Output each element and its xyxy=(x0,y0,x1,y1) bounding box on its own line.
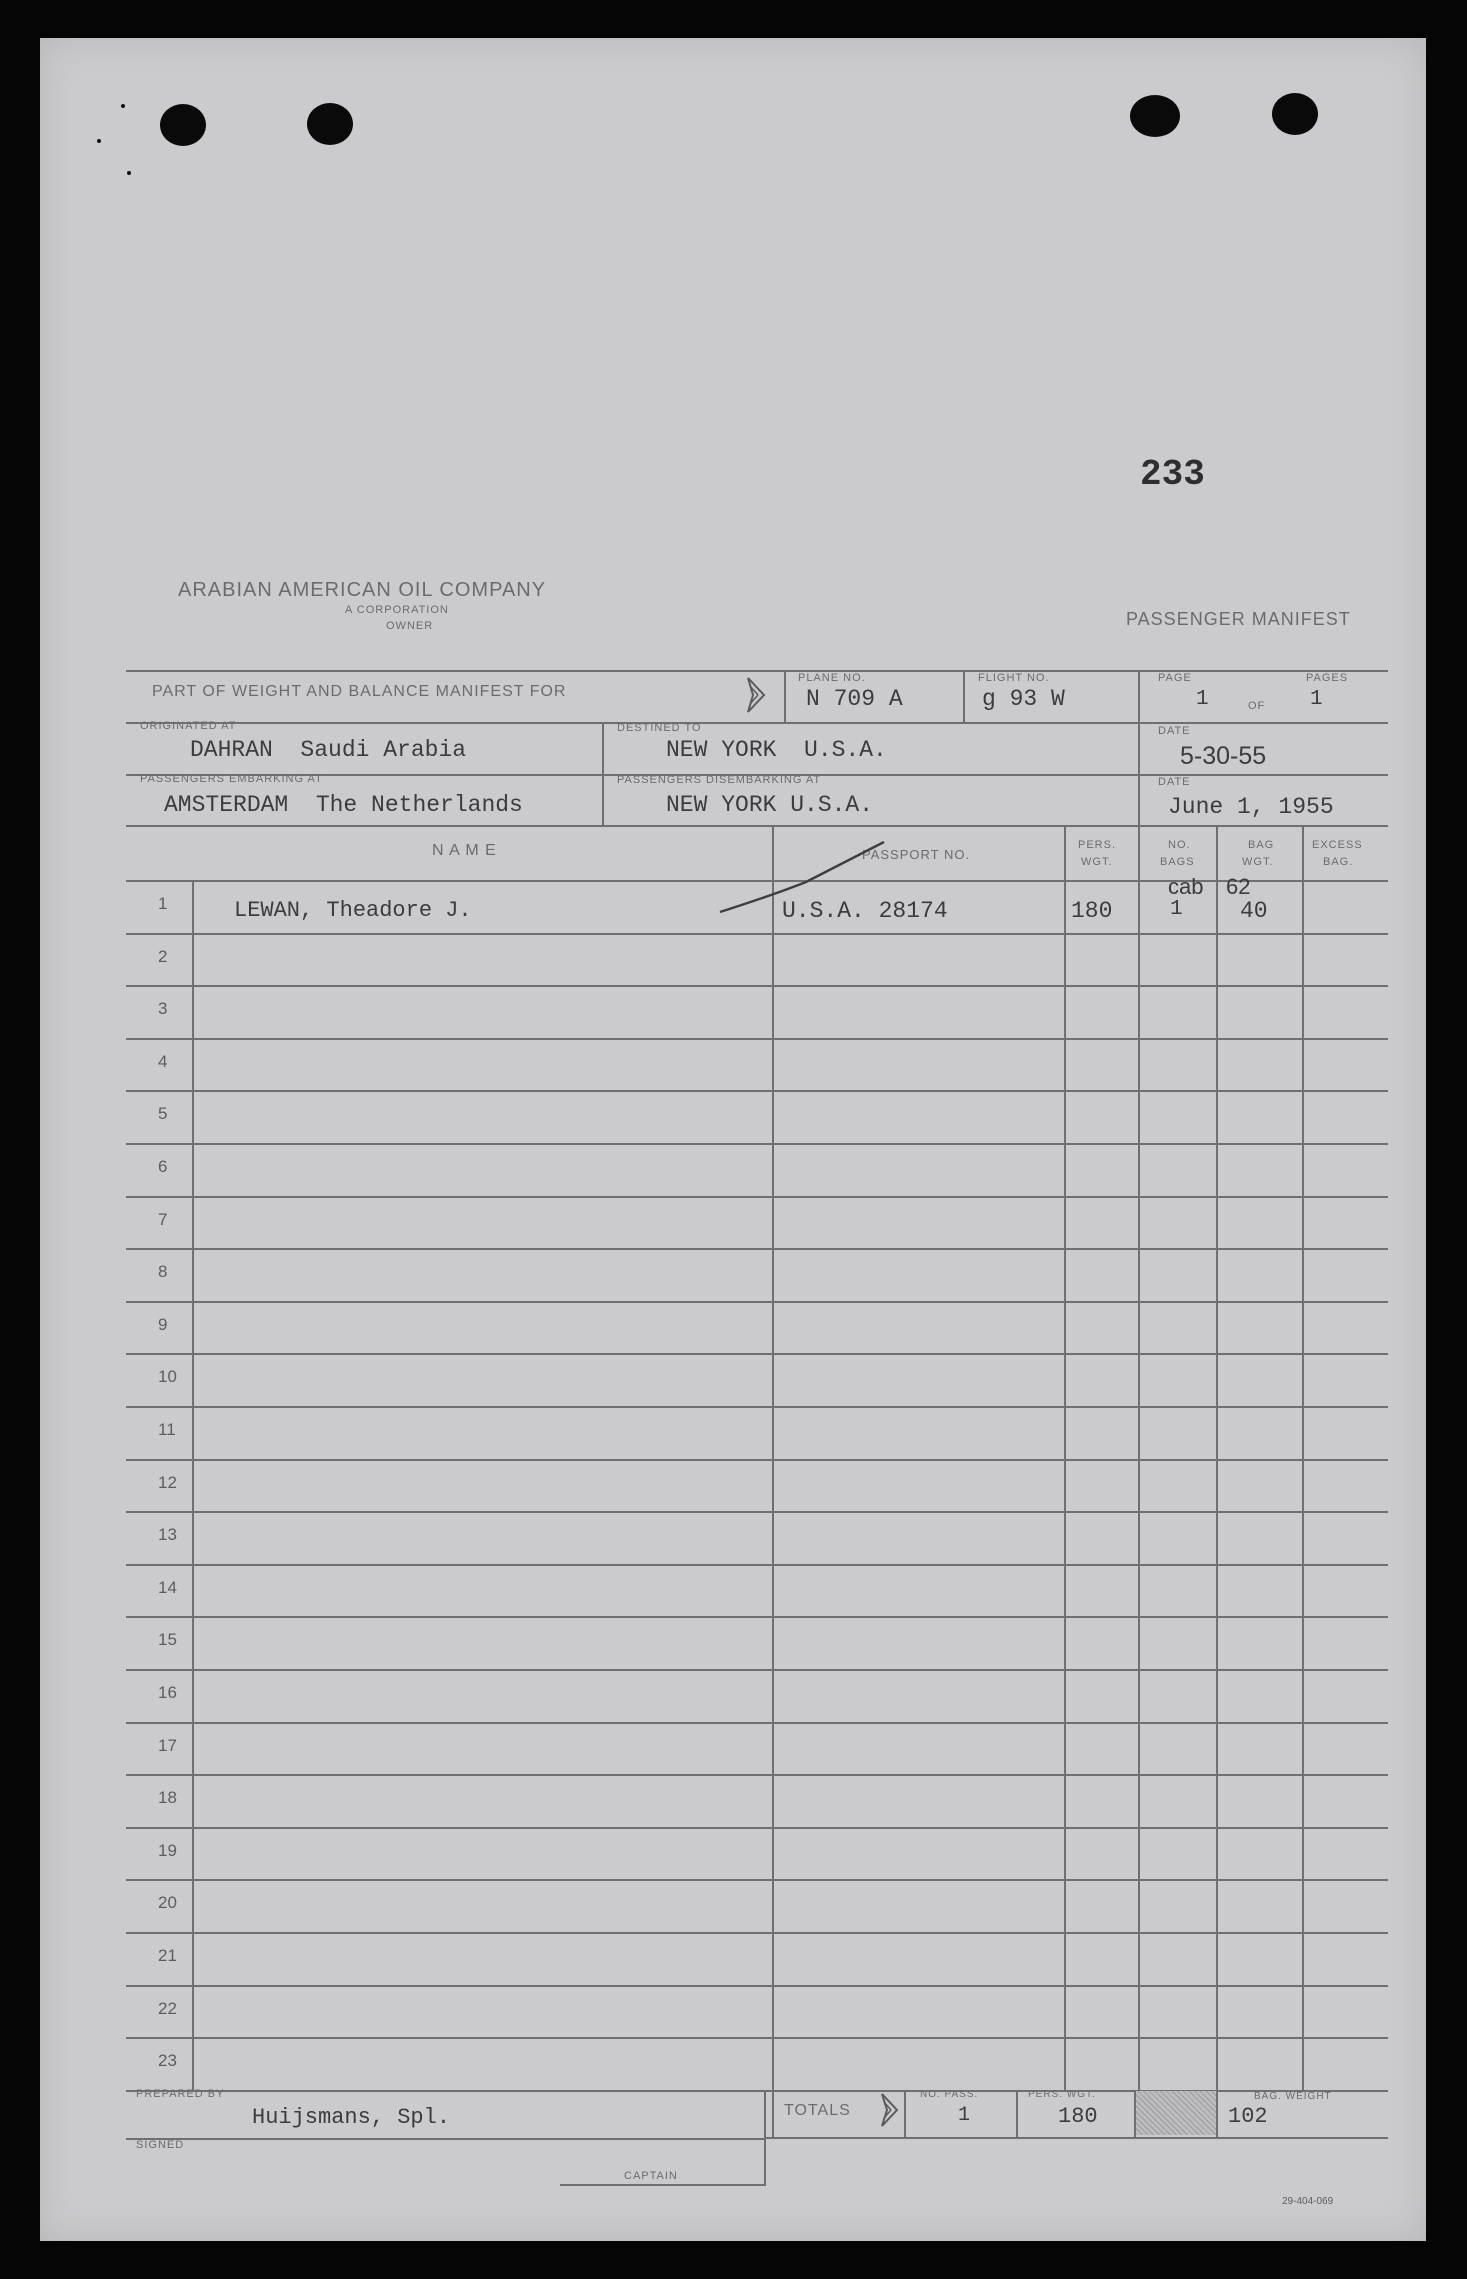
embarking-label: PASSENGERS EMBARKING AT xyxy=(140,773,323,785)
row-1-passport: U.S.A. 28174 xyxy=(782,898,948,924)
table-row-rule xyxy=(126,1353,1388,1355)
flight-no-label: FLIGHT NO. xyxy=(978,672,1050,684)
row-number: 19 xyxy=(158,1841,177,1860)
originated-label: ORIGINATED AT xyxy=(140,720,237,732)
totals-divider xyxy=(1216,2090,1218,2137)
row-number: 14 xyxy=(158,1578,177,1597)
bag-wgt-column-line xyxy=(1302,825,1304,2090)
no-pass-label: NO. PASS. xyxy=(920,2089,979,2100)
table-row-rule xyxy=(126,933,1388,935)
passport-column-header: PASSPORT NO. xyxy=(862,847,971,862)
punch-hole xyxy=(1272,93,1318,135)
totals-divider xyxy=(904,2090,906,2137)
pers-wgt-column-line xyxy=(1138,825,1140,2090)
row-number: 5 xyxy=(158,1104,168,1123)
no-bags-header-1: NO. xyxy=(1168,839,1191,851)
table-row-rule xyxy=(126,985,1388,987)
bag-weight-value: 102 xyxy=(1228,2104,1268,2129)
table-row-rule xyxy=(126,1669,1388,1671)
excess-header-1: EXCESS xyxy=(1312,839,1363,851)
table-row-rule xyxy=(126,1301,1388,1303)
name-column-line xyxy=(772,825,774,2138)
date2-value: June 1, 1955 xyxy=(1168,794,1334,820)
destined-value: NEW YORK U.S.A. xyxy=(666,737,887,763)
table-row-rule xyxy=(126,1827,1388,1829)
row-1-pers-wgt: 180 xyxy=(1071,898,1113,924)
table-row-rule xyxy=(126,1985,1388,1987)
row-number: 2 xyxy=(158,947,168,966)
pages-label: PAGES xyxy=(1306,672,1349,684)
page-label: PAGE xyxy=(1158,672,1192,684)
row-number: 1 xyxy=(158,894,168,913)
part-of-manifest-label: PART OF WEIGHT AND BALANCE MANIFEST FOR xyxy=(152,683,567,700)
captain-rule xyxy=(560,2184,766,2186)
row-1-bags-note: cab xyxy=(1168,874,1204,899)
signed-label: SIGNED xyxy=(136,2139,185,2151)
totals-pers-wgt-label: PERS. WGT. xyxy=(1028,2089,1096,2100)
pers-wgt-header-2: WGT. xyxy=(1081,856,1113,868)
totals-label: TOTALS xyxy=(784,2102,851,2119)
plane-no-label: PLANE NO. xyxy=(798,672,866,684)
table-row-rule xyxy=(126,1932,1388,1934)
table-row-rule xyxy=(126,2037,1388,2039)
form-number: 29-404-069 xyxy=(1282,2196,1334,2207)
header-divider xyxy=(1138,670,1140,825)
prepared-by-label: PREPARED BY xyxy=(136,2088,225,2100)
row-number: 12 xyxy=(158,1473,177,1492)
row-1-bag-wgt: 40 xyxy=(1240,898,1268,924)
speck xyxy=(127,171,131,175)
arrow-icon xyxy=(744,676,768,719)
pers-wgt-header-1: PERS. xyxy=(1078,839,1117,851)
row-number: 9 xyxy=(158,1315,168,1334)
row-number: 3 xyxy=(158,999,168,1018)
table-row-rule xyxy=(126,1722,1388,1724)
totals-arrow-icon xyxy=(878,2092,900,2133)
table-row-rule xyxy=(126,1459,1388,1461)
signed-rule xyxy=(126,2138,766,2140)
row-number: 13 xyxy=(158,1525,177,1544)
table-row-rule xyxy=(126,1196,1388,1198)
header-divider xyxy=(784,670,786,722)
row-1-no-bags: 1 xyxy=(1170,898,1183,921)
totals-pers-wgt-value: 180 xyxy=(1058,2104,1098,2129)
row-number: 21 xyxy=(158,1946,177,1965)
row-1-bag-wgt-note: 62 xyxy=(1226,874,1251,899)
table-row-rule xyxy=(126,1090,1388,1092)
date2-label: DATE xyxy=(1158,776,1191,788)
row-number: 22 xyxy=(158,1999,177,2018)
punch-hole xyxy=(160,104,206,146)
totals-bottom-rule xyxy=(764,2137,1388,2139)
row-number: 10 xyxy=(158,1367,177,1386)
bag-wgt-header-1: BAG xyxy=(1248,839,1275,851)
table-row-rule xyxy=(126,1406,1388,1408)
row-number: 4 xyxy=(158,1052,168,1071)
captain-label: CAPTAIN xyxy=(624,2170,678,2182)
row-number: 18 xyxy=(158,1788,177,1807)
punch-hole xyxy=(1130,95,1180,137)
table-row-rule xyxy=(126,1248,1388,1250)
originated-value: DAHRAN Saudi Arabia xyxy=(190,737,467,763)
table-row-rule xyxy=(126,1564,1388,1566)
no-bags-column-line xyxy=(1216,825,1218,2090)
no-bags-header-2: BAGS xyxy=(1160,856,1195,868)
company-name: ARABIAN AMERICAN OIL COMPANY xyxy=(178,579,547,601)
passport-column-line xyxy=(1064,825,1066,2090)
table-row-rule xyxy=(126,1143,1388,1145)
row-number: 7 xyxy=(158,1210,168,1229)
embarking-value: AMSTERDAM The Netherlands xyxy=(164,792,523,818)
header-rule-4 xyxy=(126,825,1388,827)
disembarking-value: NEW YORK U.S.A. xyxy=(666,792,874,818)
row-1-name: LEWAN, Theadore J. xyxy=(234,898,472,923)
flight-no-value: g 93 W xyxy=(982,686,1065,712)
row-number: 20 xyxy=(158,1893,177,1912)
header-divider xyxy=(963,670,965,722)
of-label: OF xyxy=(1248,700,1266,712)
row-number: 17 xyxy=(158,1736,177,1755)
table-row-rule xyxy=(126,1616,1388,1618)
table-row-rule xyxy=(126,1038,1388,1040)
pages-value: 1 xyxy=(1310,688,1323,711)
bag-weight-label: BAG. WEIGHT xyxy=(1254,2091,1332,2102)
row-number: 6 xyxy=(158,1157,168,1176)
speck xyxy=(97,139,101,143)
row-number: 15 xyxy=(158,1630,177,1649)
plane-no-value: N 709 A xyxy=(806,686,903,712)
date-value: 5-30-55 xyxy=(1180,742,1267,770)
table-row-rule xyxy=(126,1511,1388,1513)
table-row-rule xyxy=(126,1774,1388,1776)
prepared-by-value: Huijsmans, Spl. xyxy=(252,2105,451,2130)
row-number: 11 xyxy=(158,1420,176,1439)
header-rule-2 xyxy=(126,722,1388,724)
manifest-sheet xyxy=(40,38,1426,2241)
date-label: DATE xyxy=(1158,725,1191,737)
no-pass-value: 1 xyxy=(958,2104,971,2127)
company-line3: OWNER xyxy=(386,620,434,632)
disembarking-label: PASSENGERS DISEMBARKING AT xyxy=(617,774,822,786)
excess-header-2: BAG. xyxy=(1323,856,1354,868)
name-column-header: N A M E xyxy=(432,842,497,859)
row-number: 23 xyxy=(158,2051,177,2070)
header-top-rule xyxy=(126,670,1388,672)
row-number: 8 xyxy=(158,1262,168,1281)
speck xyxy=(121,104,125,108)
row-number: 16 xyxy=(158,1683,177,1702)
document-number: 233 xyxy=(1140,454,1205,495)
totals-divider xyxy=(1016,2090,1018,2137)
destined-label: DESTINED TO xyxy=(617,722,702,734)
document-type: PASSENGER MANIFEST xyxy=(1126,609,1351,629)
company-line2: A CORPORATION xyxy=(345,604,449,616)
punch-hole xyxy=(307,103,353,145)
header-divider xyxy=(602,722,604,825)
hatched-cell xyxy=(1136,2091,1216,2135)
page-value: 1 xyxy=(1196,688,1209,711)
bag-wgt-header-2: WGT. xyxy=(1242,856,1274,868)
table-row-rule xyxy=(126,1879,1388,1881)
